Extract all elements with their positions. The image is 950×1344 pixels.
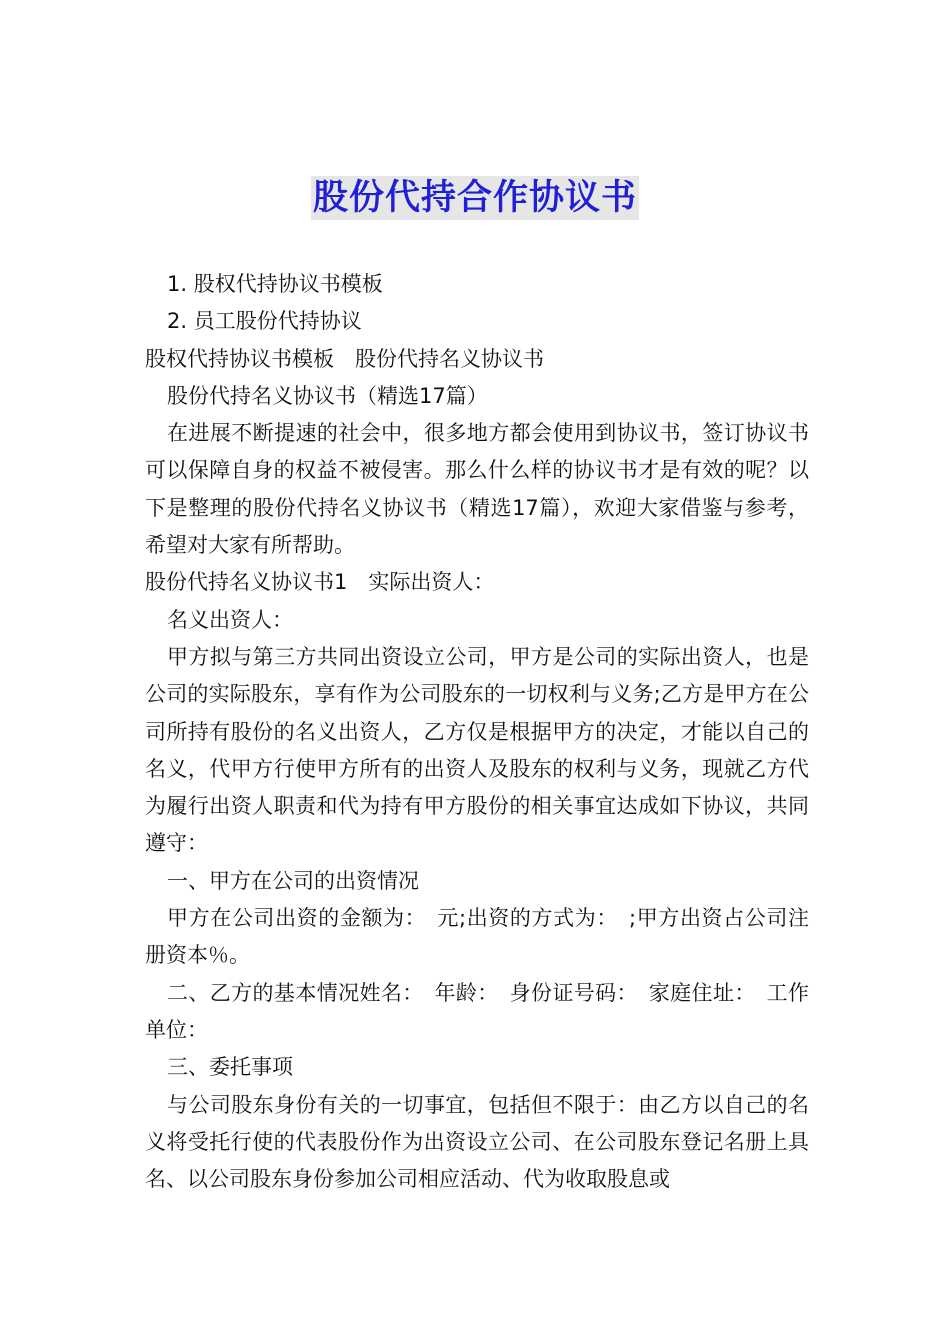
toc-item-1: 1. 股权代持协议书模板 [167,272,383,296]
document-body [145,266,809,1198]
intro-paragraph: 在进展不断提速的社会中，很多地方都会使用到协议书，签订协议书可以保障自身的权益不被侵害。那么什么样的协议书才是有效的呢？以下是整理的股份代持名义协议书（精选17篇），欢迎大家借鉴与参考，希望对大家有所帮助。 [145,421,809,558]
section-heading: 股份代持名义协议书1 实际出资人： [145,570,495,595]
clause-1-title: 一、甲方在公司的出资情况 [167,868,419,893]
agreement-intro-paragraph: 甲方拟与第三方共同出资设立公司，甲方是公司的实际出资人，也是公司的实际股东，享有作为公司股东的一切权利与义务;乙方是甲方在公司所持有股份的名义出资人，乙方仅是根据甲方的决定，才能以自己的名义，代甲方行使甲方所有的出资人及股东的权利与义务，现就乙方代为履行出资人职责和代为持有甲方股份的相关事宜达成如下协议，共同遵守： [145,644,809,856]
heading-line: 股权代持协议书模板 股份代持名义协议书 [145,346,544,371]
title-container [0,176,950,220]
document-title: 股份代持合作协议书 [312,178,637,218]
clause-2: 二、乙方的基本情况姓名： 年龄： 身份证号码： 家庭住址： 工作单位： [145,980,809,1042]
toc-item-2: 2. 员工股份代持协议 [167,309,362,334]
clause-3-body: 与公司股东身份有关的一切事宜，包括但不限于：由乙方以自己的名义将受托行使的代表股份作为出资设立公司、在公司股东登记名册上具名、以公司股东身份参加公司相应活动、代为收取股息或 [145,1092,809,1192]
clause-1-body: 甲方在公司出资的金额为： 元;出资的方式为： ;甲方出资占公司注册资本％。 [145,906,809,968]
nominal-investor-label: 名义出资人： [167,607,293,632]
subtitle: 股份代持名义协议书（精选17篇） [167,383,488,408]
clause-3-title: 三、委托事项 [167,1055,293,1080]
